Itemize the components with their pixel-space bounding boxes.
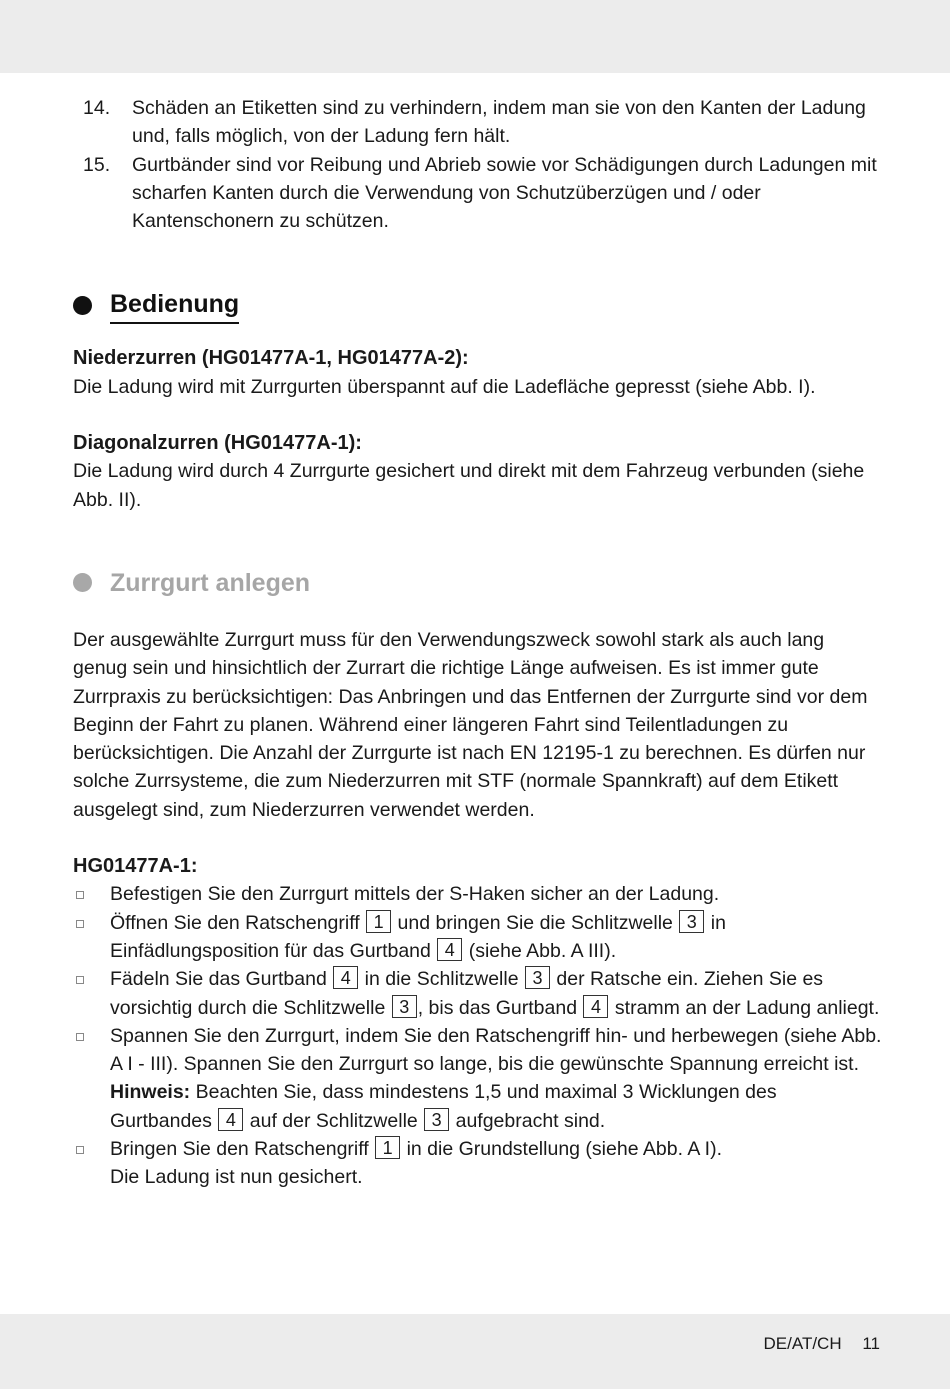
part-reference: 1 <box>366 910 391 933</box>
instruction-list <box>73 880 883 1191</box>
list-number: 14. <box>83 97 111 119</box>
step-text: in die Grundstellung (siehe Abb. A I). <box>406 1138 723 1161</box>
bullet-dot-icon <box>73 573 92 592</box>
list-number: 15. <box>83 153 111 176</box>
step-text: in die Schlitzwelle <box>364 968 519 991</box>
note-text: aufgebracht sind. <box>455 1109 606 1132</box>
header-band <box>0 0 950 73</box>
part-reference: 4 <box>583 995 608 1018</box>
part-reference: 3 <box>525 966 550 989</box>
checkbox-square-icon <box>76 891 84 899</box>
step-text: und bringen Sie die Schlitzwelle <box>397 911 673 934</box>
note <box>110 1078 883 1135</box>
paragraph-niederzurren: Die Ladung wird mit Zurrgurten überspannt auf die Ladefläche gepresst (siehe Abb. I). <box>73 375 816 398</box>
note-text: auf der Schlitzwelle <box>249 1109 418 1132</box>
list-text: Gurtbänder sind vor Reibung und Abrieb sowie vor Schädigungen durch Ladungen mit scharfen Kanten durch die Verwendung von Schutzüberzügen und / oder Kantenschonern zu schützen. <box>132 153 877 233</box>
subheading-diagonalzurren: Diagonalzurren (HG01477A-1): <box>73 432 362 455</box>
step-text: Die Ladung ist nun gesichert. <box>110 1166 363 1189</box>
heading-text: Bedienung <box>110 287 239 324</box>
checkbox-square-icon <box>76 976 84 984</box>
numbered-list <box>73 94 883 235</box>
list-item <box>73 94 883 151</box>
part-reference: 4 <box>333 966 358 989</box>
step-text: Bringen Sie den Ratschengriff <box>110 1138 369 1161</box>
note-label: Hinweis: <box>110 1081 191 1104</box>
part-reference: 3 <box>679 910 704 933</box>
step-text: der Ratsche ein. Ziehen Sie es vorsichtig durch die Schlitzwelle <box>110 968 824 1019</box>
step-text: , bis das Gurtband <box>417 996 578 1019</box>
checkbox-square-icon <box>76 920 84 928</box>
page-number: 11 <box>862 1334 880 1353</box>
step-text: (siehe Abb. A III). <box>468 939 617 962</box>
step-text: Spannen Sie den Zurrgurt, indem Sie den Ratschengriff hin- und herbewegen (siehe Abb. A I - III). Spannen Sie den Zurrgurt so lange, bis die gewünschte Spannung erreicht ist. <box>110 1024 882 1076</box>
section-heading-anlegen <box>73 566 883 600</box>
page-footer <box>764 1334 880 1354</box>
instruction-step <box>73 1135 883 1192</box>
step-text: Befestigen Sie den Zurrgurt mittels der S-Haken sicher an der Ladung. <box>110 883 720 906</box>
step-text: in Einfädlungsposition für das Gurtband <box>110 911 726 962</box>
list-text: Schäden an Etiketten sind zu verhindern, indem man sie von den Kanten der Ladung und, falls möglich, von der Ladung fern hält. <box>132 97 866 148</box>
instruction-step <box>73 909 883 966</box>
section-heading-bedienung <box>73 287 883 324</box>
instruction-step <box>73 965 883 1022</box>
instruction-step <box>73 1022 883 1135</box>
page-content <box>73 94 883 1192</box>
part-reference: 3 <box>424 1108 449 1131</box>
subheading-model: HG01477A-1: <box>73 855 198 878</box>
subheading-niederzurren: Niederzurren (HG01477A-1, HG01477A-2): <box>73 347 469 370</box>
heading-text: Zurrgurt anlegen <box>110 568 311 597</box>
list-item <box>73 151 883 236</box>
paragraph-intro: Der ausgewählte Zurrgurt muss für den Verwendungszweck sowohl stark als auch lang genug sein und hinsichtlich der Zurrart die richtige Länge aufweisen. Es ist immer gute Zurrpraxis zu berücksichtigen: Das Anbringen und das Entfernen der Zurrgurte sind vor dem Beginn der Fahrt zu planen. Während einer längeren Fahrt sind Teilentladungen zu berücksichtigen. Die Anzahl der Zurrgurte ist nach EN 12195-1 zu berechnen. Es dürfen nur solche Zurrsysteme, die zum Niederzurren mit STF (normale Spannkraft) auf dem Etikett ausgelegt sind, zum Niederzurren verwendet werden. <box>73 628 868 821</box>
checkbox-square-icon <box>76 1146 84 1154</box>
step-text: Fädeln Sie das Gurtband <box>110 968 327 991</box>
note-text: Beachten Sie, dass mindestens 1,5 und maximal 3 Wicklungen des Gurtbandes <box>110 1081 777 1132</box>
step-text: stramm an der Ladung anliegt. <box>614 996 880 1019</box>
part-reference: 1 <box>375 1136 400 1159</box>
footer-locale: DE/AT/CH <box>763 1334 842 1353</box>
paragraph-diagonalzurren: Die Ladung wird durch 4 Zurrgurte gesichert und direkt mit dem Fahrzeug verbunden (siehe Abb. II). <box>73 460 865 511</box>
part-reference: 4 <box>437 938 462 961</box>
instruction-step <box>73 880 883 908</box>
part-reference: 3 <box>392 995 417 1018</box>
part-reference: 4 <box>218 1108 243 1131</box>
bullet-dot-icon <box>73 296 92 315</box>
step-text: Öffnen Sie den Ratschengriff <box>110 911 360 934</box>
checkbox-square-icon <box>76 1033 84 1041</box>
